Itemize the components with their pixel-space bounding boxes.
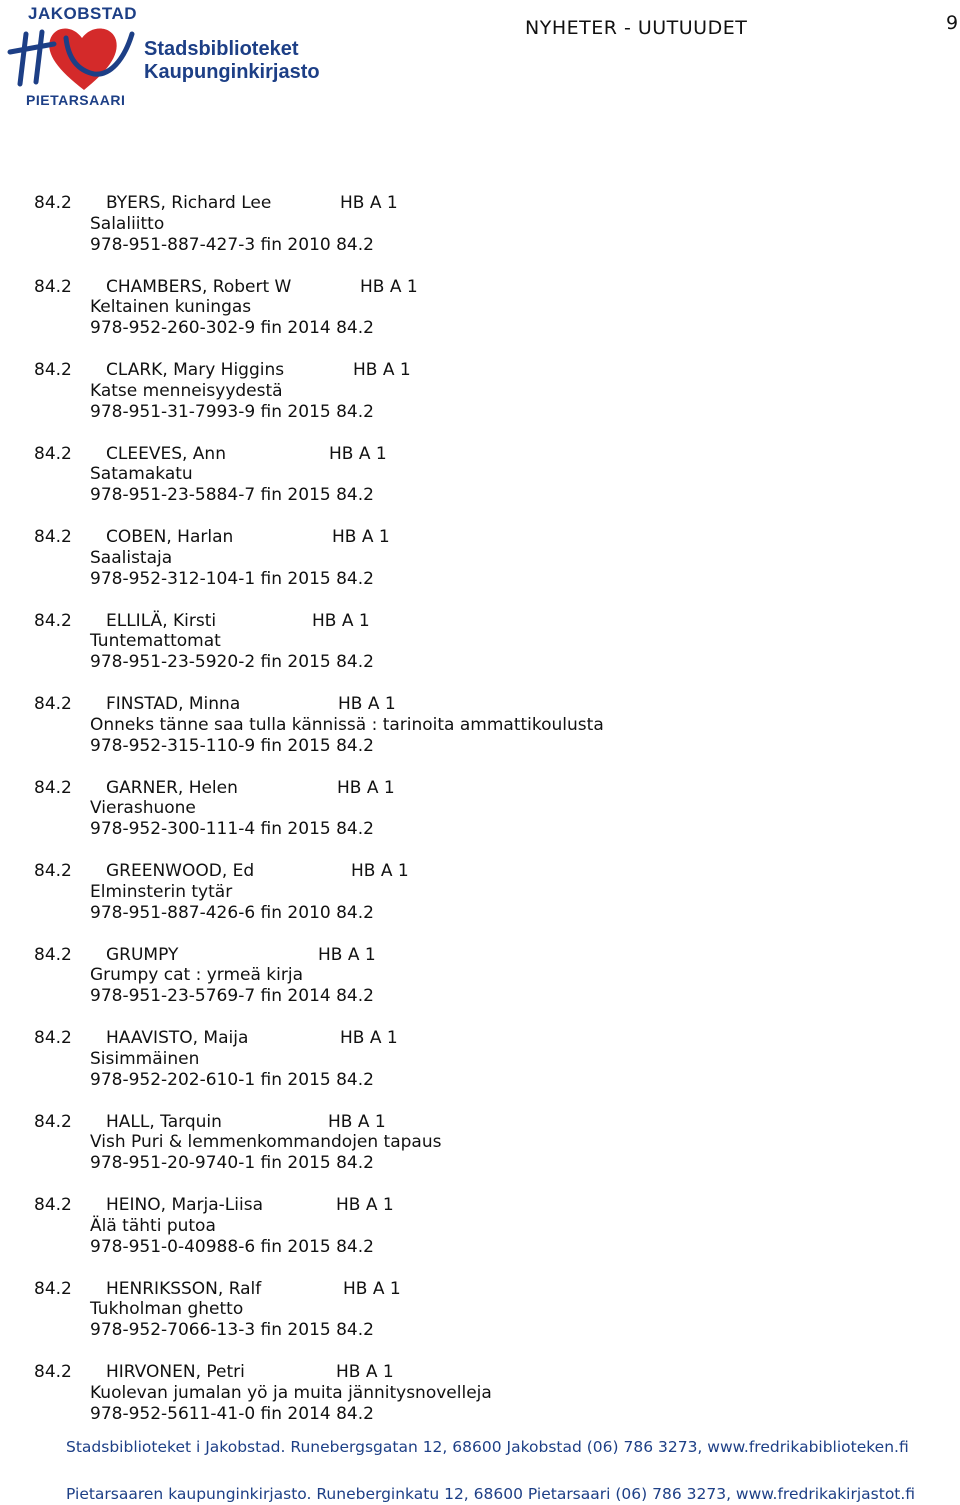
classification: 84.2 xyxy=(34,610,72,631)
classification: 84.2 xyxy=(34,1278,72,1299)
author: CHAMBERS, Robert W xyxy=(106,276,292,297)
book-title: Vish Puri & lemmenkommandojen tapaus xyxy=(90,1132,442,1153)
list-item xyxy=(34,694,934,778)
author: HEINO, Marja-Liisa xyxy=(106,1195,263,1215)
shelf-mark: HB A 1 xyxy=(329,443,387,464)
classification: 84.2 xyxy=(34,1111,72,1132)
shelf-mark: HB A 1 xyxy=(340,193,398,213)
isbn-line: 978-951-887-426-6 fin 2010 84.2 xyxy=(90,902,374,923)
isbn-line: 978-951-23-5769-7 fin 2014 84.2 xyxy=(90,986,374,1007)
shelf-mark: HB A 1 xyxy=(353,360,411,380)
author: GARNER, Helen xyxy=(106,777,238,798)
logo-library-line1: Stadsbiblioteket xyxy=(144,38,299,60)
list-item xyxy=(34,1028,934,1112)
author: COBEN, Harlan xyxy=(106,527,234,547)
classification: 84.2 xyxy=(34,1028,72,1048)
isbn-line: 978-951-23-5920-2 fin 2015 84.2 xyxy=(90,652,374,673)
book-title: Kuolevan jumalan yö ja muita jännitysnovelleja xyxy=(90,1382,492,1403)
book-title: Tuntemattomat xyxy=(90,631,221,652)
classification: 84.2 xyxy=(34,1195,72,1215)
author: CLARK, Mary Higgins xyxy=(106,360,285,380)
book-title: Katse menneisyydestä xyxy=(90,380,283,401)
classification: 84.2 xyxy=(34,193,72,213)
page-number: 9 xyxy=(946,12,959,34)
classification: 84.2 xyxy=(34,777,72,798)
list-item xyxy=(34,1195,934,1279)
book-title: Vierashuone xyxy=(90,798,196,819)
author: CLEEVES, Ann xyxy=(106,443,226,464)
list-item xyxy=(34,277,934,361)
book-title: Sisimmäinen xyxy=(90,1048,200,1069)
book-title: Salaliitto xyxy=(90,213,165,234)
classification: 84.2 xyxy=(34,944,72,965)
isbn-line: 978-951-23-5884-7 fin 2015 84.2 xyxy=(90,485,374,506)
author: FINSTAD, Minna xyxy=(106,694,241,714)
list-item xyxy=(34,778,934,862)
logo-library-line2: Kaupunginkirjasto xyxy=(144,61,320,83)
list-item xyxy=(34,193,934,277)
shelf-mark: HB A 1 xyxy=(328,1111,386,1132)
author: HIRVONEN, Petri xyxy=(106,1362,245,1382)
list-item xyxy=(34,861,934,945)
author: ELLILÄ, Kirsti xyxy=(106,610,217,631)
list-item xyxy=(34,360,934,444)
logo-bottom-text: PIETARSAARI xyxy=(26,92,126,108)
shelf-mark: HB A 1 xyxy=(340,1028,398,1048)
footer-address-finnish: Pietarsaaren kaupunginkirjasto. Runeberginkatu 12, 68600 Pietarsaari (06) 786 3273, www.fredrikakirjastot.fi xyxy=(66,1485,916,1503)
book-title: Tukholman ghetto xyxy=(90,1299,244,1320)
isbn-line: 978-952-202-610-1 fin 2015 84.2 xyxy=(90,1069,374,1090)
isbn-line: 978-952-312-104-1 fin 2015 84.2 xyxy=(90,568,374,589)
isbn-line: 978-952-260-302-9 fin 2014 84.2 xyxy=(90,318,374,339)
isbn-line: 978-951-887-427-3 fin 2010 84.2 xyxy=(90,234,374,255)
library-logo xyxy=(6,4,326,112)
author: GRUMPY xyxy=(106,944,179,965)
classification: 84.2 xyxy=(34,694,72,714)
classification: 84.2 xyxy=(34,1362,72,1382)
author: HALL, Tarquin xyxy=(106,1111,222,1132)
isbn-line: 978-951-20-9740-1 fin 2015 84.2 xyxy=(90,1153,374,1174)
book-title: Älä tähti putoa xyxy=(90,1215,216,1236)
isbn-line: 978-952-300-111-4 fin 2015 84.2 xyxy=(90,819,374,840)
isbn-line: 978-951-0-40988-6 fin 2015 84.2 xyxy=(90,1236,374,1257)
list-item xyxy=(34,611,934,695)
classification: 84.2 xyxy=(34,276,72,297)
shelf-mark: HB A 1 xyxy=(336,1195,394,1215)
classification: 84.2 xyxy=(34,443,72,464)
shelf-mark: HB A 1 xyxy=(318,944,376,965)
isbn-line: 978-951-31-7993-9 fin 2015 84.2 xyxy=(90,401,374,422)
list-item xyxy=(34,444,934,528)
classification: 84.2 xyxy=(34,527,72,547)
shelf-mark: HB A 1 xyxy=(312,610,370,631)
shelf-mark: HB A 1 xyxy=(351,861,409,881)
author: BYERS, Richard Lee xyxy=(106,193,272,213)
book-title: Onneks tänne saa tulla kännissä : tarinoita ammattikoulusta xyxy=(90,714,604,735)
shelf-mark: HB A 1 xyxy=(338,694,396,714)
shelf-mark: HB A 1 xyxy=(337,777,395,798)
classification: 84.2 xyxy=(34,861,72,881)
list-item xyxy=(34,527,934,611)
list-item xyxy=(34,1362,934,1446)
shelf-mark: HB A 1 xyxy=(336,1362,394,1382)
page-title: NYHETER - UUTUUDET xyxy=(525,17,748,39)
list-item xyxy=(34,945,934,1029)
isbn-line: 978-952-7066-13-3 fin 2015 84.2 xyxy=(90,1320,374,1341)
footer-address-swedish: Stadsbiblioteket i Jakobstad. Runebergsgatan 12, 68600 Jakobstad (06) 786 3273, www.fredrikabiblioteken.fi xyxy=(66,1438,909,1456)
book-title: Keltainen kuningas xyxy=(90,297,252,318)
shelf-mark: HB A 1 xyxy=(332,527,390,547)
isbn-line: 978-952-315-110-9 fin 2015 84.2 xyxy=(90,735,374,756)
isbn-line: 978-952-5611-41-0 fin 2014 84.2 xyxy=(90,1403,374,1424)
author: HENRIKSSON, Ralf xyxy=(106,1278,262,1299)
book-title: Saalistaja xyxy=(90,547,173,568)
book-list xyxy=(34,193,934,1446)
book-title: Grumpy cat : yrmeä kirja xyxy=(90,965,304,986)
list-item xyxy=(34,1279,934,1363)
shelf-mark: HB A 1 xyxy=(343,1278,401,1299)
shelf-mark: HB A 1 xyxy=(360,276,418,297)
classification: 84.2 xyxy=(34,360,72,380)
list-item xyxy=(34,1112,934,1196)
book-title: Satamakatu xyxy=(90,464,193,485)
author: HAAVISTO, Maija xyxy=(106,1028,249,1048)
book-title: Elminsterin tytär xyxy=(90,881,233,902)
author: GREENWOOD, Ed xyxy=(106,861,255,881)
logo-top-text: JAKOBSTAD xyxy=(28,4,138,23)
